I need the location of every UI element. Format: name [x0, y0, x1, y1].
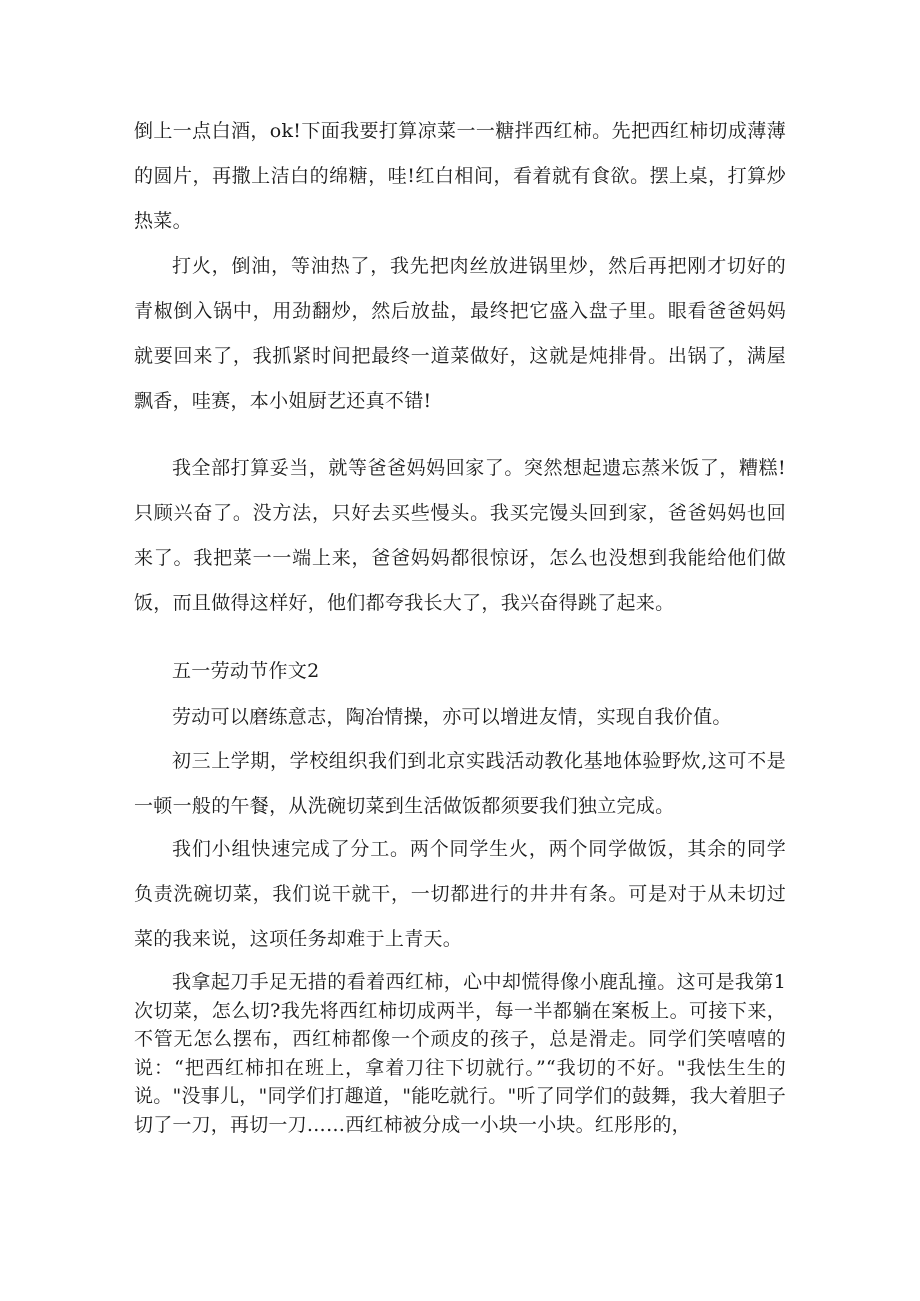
paragraph-1: 倒上一点白酒，ok!下面我要打算凉菜一一糖拌西红柿。先把西红柿切成薄薄的圆片，再撒上洁白的绵糖，哇!红白相间，看着就有食欲。摆上桌，打算炒热菜。: [134, 120, 786, 232]
paragraph-4: 劳动可以磨练意志，陶冶情操，亦可以增进友情，实现自我价值。: [172, 706, 732, 728]
paragraph-2: 打火，倒油，等油热了，我先把肉丝放进锅里炒，然后再把刚才切好的青椒倒入锅中，用劲翻炒，然后放盐，最终把它盛入盘子里。眼看爸爸妈妈就要回来了，我抓紧时间把最终一道菜做好，这就是炖排骨。出锅了，满屋飘香，哇赛，本小姐厨艺还真不错!: [134, 255, 786, 412]
paragraph-6: 我们小组快速完成了分工。两个同学生火，两个同学做饭，其余的同学负责洗碗切菜，我们说干就干，一切都进行的井井有条。可是对于从未切过菜的我来说，这项任务却难于上青天。: [134, 838, 786, 950]
paragraph-7: 我拿起刀手足无措的看着西红柿，心中却慌得像小鹿乱撞。这可是我第1次切菜，怎么切?我先将西红柿切成两半，每一半都躺在案板上。可接下来，不管无怎么摆布，西红柿都像一个顽皮的孩子，总是滑走。同学们笑嘻嘻的说：“把西红柿扣在班上，拿着刀往下切就行。”“我切的不好。"我怯生生的说。"没事儿，"同学们打趣道，"能吃就行。"听了同学们的鼓舞，我大着胆子切了一刀，再切一刀……西红柿被分成一小块一小块。红彤彤的，: [134, 971, 786, 1136]
paragraph-3: 我全部打算妥当，就等爸爸妈妈回家了。突然想起遗忘蒸米饭了，糟糕!只顾兴奋了。没方法，只好去买些慢头。我买完馒头回到家，爸爸妈妈也回来了。我把菜一一端上来，爸爸妈妈都很惊讶，怎么也没想到我能给他们做饭，而且做得这样好，他们都夸我长大了，我兴奋得跳了起来。: [134, 457, 786, 614]
paragraph-5: 初三上学期，学校组织我们到北京实践活动教化基地体验野炊,这可不是一顿一般的午餐，从洗碗切菜到生活做饭都须要我们独立完成。: [134, 750, 786, 817]
section-heading: 五一劳动节作文2: [172, 660, 320, 682]
